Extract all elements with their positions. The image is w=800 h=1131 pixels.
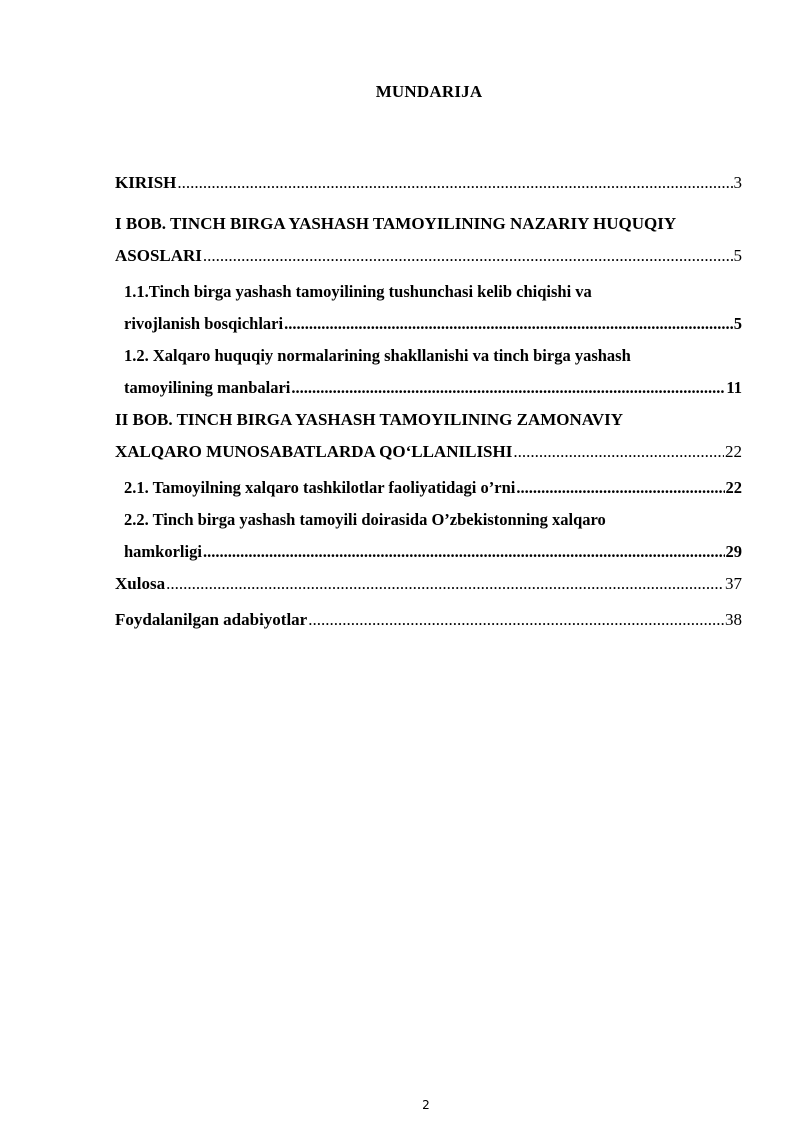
toc-entry-page: 29 [725, 542, 742, 561]
toc-entry-label: Foydalanilgan adabiyotlar [115, 610, 308, 629]
toc-entry-page: 22 [725, 442, 742, 461]
toc-entry-label: tamoyilining manbalari [124, 378, 291, 397]
toc-entry-chapter-2[interactable] [115, 404, 742, 468]
toc-entry-label-line1: 1.2. Xalqaro huquqiy normalarining shakllanishi va tinch birga yashash [124, 346, 631, 365]
toc-leader-dots [516, 472, 724, 504]
toc-entry-page: 5 [733, 246, 742, 265]
toc-leader-dots [166, 568, 724, 600]
toc-entry-references[interactable] [115, 604, 742, 636]
toc-leader-dots [291, 372, 725, 404]
toc-entry-page: 22 [725, 478, 742, 497]
toc-leader-dots [284, 308, 733, 340]
toc-entry-label: XALQARO MUNOSABATLARDA QO‘LLANILISHI [115, 442, 513, 461]
toc-entry-kirish[interactable] [115, 167, 742, 199]
toc-entry-section-2-1[interactable] [124, 472, 742, 504]
toc-entry-label: KIRISH [115, 173, 177, 192]
toc-entry-page: 37 [725, 574, 742, 593]
toc-entry-chapter-1[interactable] [115, 208, 742, 272]
toc-leader-dots [308, 604, 724, 636]
toc-entry-label-line1: I BOB. TINCH BIRGA YASHASH TAMOYILINING NAZARIY HUQUQIY [115, 214, 677, 233]
toc-entry-section-1-1[interactable] [124, 276, 742, 340]
toc-entry-xulosa[interactable] [115, 568, 742, 600]
page-title: MUNDARIJA [375, 82, 483, 101]
toc-entry-page: 3 [733, 173, 742, 192]
toc-entry-label: rivojlanish bosqichlari [124, 314, 284, 333]
toc-entry-label-line1: 2.2. Tinch birga yashash tamoyili doirasida O’zbekistonning xalqaro [124, 510, 606, 529]
toc-entry-label: hamkorligi [124, 542, 202, 561]
toc-leader-dots [203, 536, 725, 568]
toc-entry-label: ASOSLARI [115, 246, 202, 265]
toc-entry-label: Xulosa [115, 574, 166, 593]
toc-entry-page: 38 [725, 610, 742, 629]
toc-entry-section-2-2[interactable] [124, 504, 742, 568]
table-of-contents [115, 167, 742, 636]
toc-leader-dots [513, 436, 724, 468]
toc-entry-section-1-2[interactable] [124, 340, 742, 404]
page-number: 2 [422, 1098, 430, 1112]
toc-entry-label: 2.1. Tamoyilning xalqaro tashkilotlar faoliyatidagi o’rni [124, 478, 516, 497]
toc-leader-dots [177, 167, 732, 199]
toc-entry-label-line1: 1.1.Tinch birga yashash tamoyilining tushunchasi kelib chiqishi va [124, 282, 592, 301]
toc-entry-page: 11 [726, 378, 742, 397]
toc-leader-dots [203, 240, 733, 272]
toc-entry-page: 5 [733, 314, 742, 333]
toc-entry-label-line1: II BOB. TINCH BIRGA YASHASH TAMOYILINING ZAMONAVIY [115, 410, 624, 429]
